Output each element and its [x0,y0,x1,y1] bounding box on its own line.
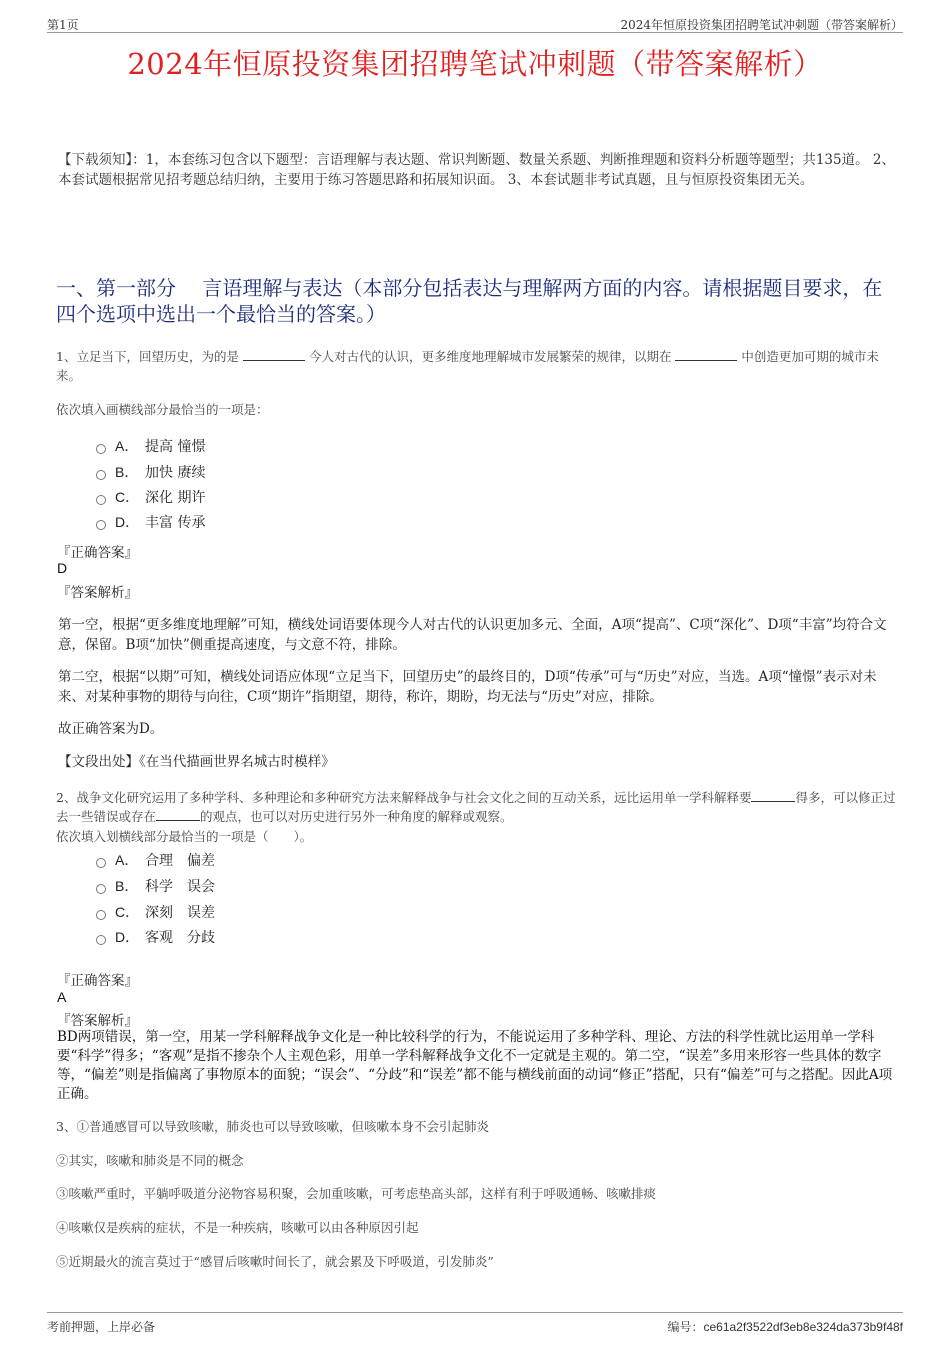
q2-option-c[interactable] [96,902,215,922]
option-text: 深化 期许 [145,490,206,506]
q2-text-a: 2、战争文化研究运用了多种学科、多种理论和多种研究方法来解释战争与社会文化之间的互动关系，远比运用单一学科解释要 [56,790,752,805]
radio-icon[interactable] [96,495,106,505]
option-letter: A． [115,852,139,868]
radio-icon[interactable] [96,444,106,454]
option-letter: B． [115,464,139,480]
q1-option-a[interactable] [96,436,205,456]
q1-blank-1 [243,347,305,361]
option-text: 客观 分歧 [145,930,215,946]
q2-blank-2 [156,807,200,821]
header-doc-title: 2024年恒原投资集团招聘笔试冲刺题（带答案解析） [620,18,903,32]
document-title: 2024年恒原投资集团招聘笔试冲刺题（带答案解析） [127,47,823,81]
q2-answer-label: 『正确答案』 [57,973,138,989]
q2-option-a[interactable] [96,850,215,870]
q2-answer: A [57,989,67,1005]
option-letter: C． [115,489,140,505]
q1-analysis-2: 第二空，根据“以期”可知，横线处词语应体现“立足当下，回望历史”的最终目的，D项“传承”可与“历史”对应，当选。A项“憧憬”表示对未来、对某种事物的期待与向往，C项“期许”指期望，期待，称许，期盼，均无法与“历史”对应，排除。 [58,669,877,705]
q1-option-d[interactable] [96,512,205,532]
radio-icon[interactable] [96,884,106,894]
download-notice: 【下载须知】：1，本套练习包含以下题型：言语理解与表达题、常识判断题、数量关系题、判断推理题和资料分析题等题型；共135道。 2、本套试题根据常见招考题总结归纳，主要用于练习答题思路和拓展知识面。 3、本套试题非考试真题，且与恒原投资集团无关。 [58,152,895,188]
q1-prompt: 依次填入画横线部分最恰当的一项是： [56,402,269,417]
q3-item-1: 3、①普通感冒可以导致咳嗽，肺炎也可以导致咳嗽，但咳嗽本身不会引起肺炎 [56,1119,489,1134]
option-letter: A． [115,438,139,454]
q1-blank-2 [675,347,737,361]
option-letter: C． [115,904,140,920]
q2-analysis-label: 『答案解析』 [57,1013,138,1029]
q3-item-2: ②其实，咳嗽和肺炎是不同的概念 [56,1153,244,1168]
q1-text-b: 今人对古代的认识，更多维度地理解城市发展繁荣的规律，以期在 [308,349,672,364]
q1-analysis-label: 『答案解析』 [57,585,138,601]
option-text: 提高 憧憬 [145,439,206,455]
footer-code-value: ce61a2f3522df3eb8e324da373b9f48f [703,1320,903,1334]
q1-text-a: 1、立足当下，回望历史，为的是 [56,349,239,364]
option-letter: B． [115,878,139,894]
question-1-stem [56,347,901,385]
option-text: 合理 偏差 [145,853,215,869]
radio-icon[interactable] [96,910,106,920]
q3-item-3: ③咳嗽严重时，平躺呼吸道分泌物容易积聚，会加重咳嗽，可考虑垫高头部，这样有利于呼吸通畅、咳嗽排痰 [56,1186,657,1201]
q2-option-b[interactable] [96,876,215,896]
q1-source: 【文段出处】《在当代描画世界名城古时模样》 [58,754,335,770]
q1-answer-label: 『正确答案』 [57,545,138,561]
option-letter: D． [115,514,140,530]
q2-text-b: 得多，可以修正过去一些错误或存在 [56,790,896,824]
page-number: 第1页 [47,18,79,32]
option-text: 加快 赓续 [145,465,206,481]
radio-icon[interactable] [96,520,106,530]
radio-icon[interactable] [96,935,106,945]
q1-text-c: 中创造更加可期的城市未来。 [56,349,879,383]
footer-code-label: 编号： [667,1320,704,1334]
q2-text-c: 的观点，也可以对历史进行另外一种角度的解释或观察。 [200,809,513,824]
footer-code [667,1318,903,1335]
option-letter: D． [115,929,140,945]
section-title: 一、第一部分 言语理解与表达（本部分包括表达与理解两方面的内容。请根据题目要求，在四个选项中选出一个最恰当的答案。） [56,276,883,326]
option-text: 丰富 传承 [145,515,206,531]
option-text: 科学 误会 [145,879,215,895]
option-text: 深刻 误差 [145,905,215,921]
q3-item-4: ④咳嗽仅是疾病的症状，不是一种疾病，咳嗽可以由各种原因引起 [56,1220,419,1235]
q1-answer: D [57,560,68,576]
question-2-stem [56,788,901,826]
q1-option-c[interactable] [96,487,205,507]
footer-slogan: 考前押题，上岸必备 [47,1320,156,1334]
q2-option-d[interactable] [96,927,215,947]
q1-option-b[interactable] [96,462,205,482]
page-header [47,12,903,33]
radio-icon[interactable] [96,470,106,480]
q1-analysis-3: 故正确答案为D。 [58,721,164,737]
q2-prompt: 依次填入划横线部分最恰当的一项是（ ）。 [56,829,313,844]
radio-icon[interactable] [96,858,106,868]
page-footer [47,1312,903,1337]
q3-item-5: ⑤近期最火的流言莫过于“感冒后咳嗽时间长了，就会累及下呼吸道，引发肺炎” [56,1254,494,1269]
q1-analysis-1: 第一空，根据“更多维度地理解”可知，横线处词语要体现今人对古代的认识更加多元、全面，A项“提高”、C项“深化”、D项“丰富”均符合文意，保留。B项“加快”侧重提高速度，与文意不符，排除。 [58,617,887,653]
q2-analysis: BD两项错误，第一空，用某一学科解释战争文化是一种比较科学的行为，不能说运用了多种学科、理论、方法的科学性就比运用单一学科要“科学”得多；“客观”是指不掺杂个人主观色彩，用单一学科解释战争文化不一定就是主观的。第二空，“误差”多用来形容一些具体的数字等，“偏差”则是指偏离了事物原本的面貌；“误会”、“分歧”和“误差”都不能与横线前面的动词“修正”搭配，只有“偏差”可与之搭配。因此A项正确。 [57,1029,893,1102]
q2-blank-1 [751,788,795,802]
